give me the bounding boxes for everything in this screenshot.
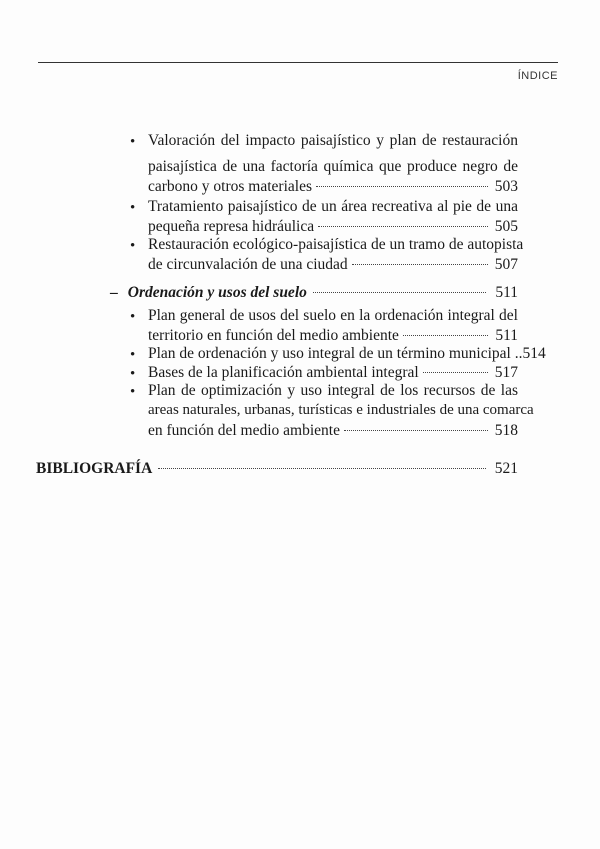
toc-entry-last-line: carbono y otros materiales 503	[148, 178, 518, 195]
bullet: •	[130, 347, 136, 363]
bibliography-entry: BIBLIOGRAFÍA 521	[36, 460, 518, 477]
toc-entry-last-line: pequeña represa hidráulica 505	[148, 218, 518, 235]
toc-entry-last-line: Plan de ordenación y uso integral de un término municipal .. 514	[148, 345, 546, 362]
toc-entry-line: paisajística de una factoría química que produce negro de	[148, 158, 518, 175]
toc-entry-line: areas naturales, urbanas, turísticas e industriales de una comarca	[148, 402, 534, 418]
toc-entry-last-line: Bases de la planificación ambiental integral 517	[148, 364, 518, 381]
bullet: •	[130, 384, 136, 400]
bullet: •	[130, 309, 136, 325]
toc-entry-line: Restauración ecológico-paisajística de un tramo de autopista	[148, 236, 524, 253]
header-rule	[38, 62, 558, 63]
toc-entry-last-line: de circunvalación de una ciudad 507	[148, 256, 518, 273]
toc-entry-line: Plan de optimización y uso integral de los recursos de las	[148, 382, 518, 399]
running-head: ÍNDICE	[517, 70, 558, 82]
toc-entry-line: Valoración del impacto paisajístico y plan de restauración	[148, 132, 518, 149]
toc-entry-last-line: en función del medio ambiente 518	[148, 422, 518, 439]
bullet: •	[130, 366, 136, 382]
section-title: – Ordenación y usos del suelo 511	[110, 284, 518, 301]
bullet: •	[130, 200, 136, 216]
bullet: •	[130, 134, 136, 150]
bullet: •	[130, 238, 136, 254]
toc-entry-last-line: territorio en función del medio ambiente 511	[148, 327, 518, 344]
toc-entry-line: Tratamiento paisajístico de un área recreativa al pie de una	[148, 198, 518, 215]
toc-entry-line: Plan general de usos del suelo en la ordenación integral del	[148, 307, 518, 324]
